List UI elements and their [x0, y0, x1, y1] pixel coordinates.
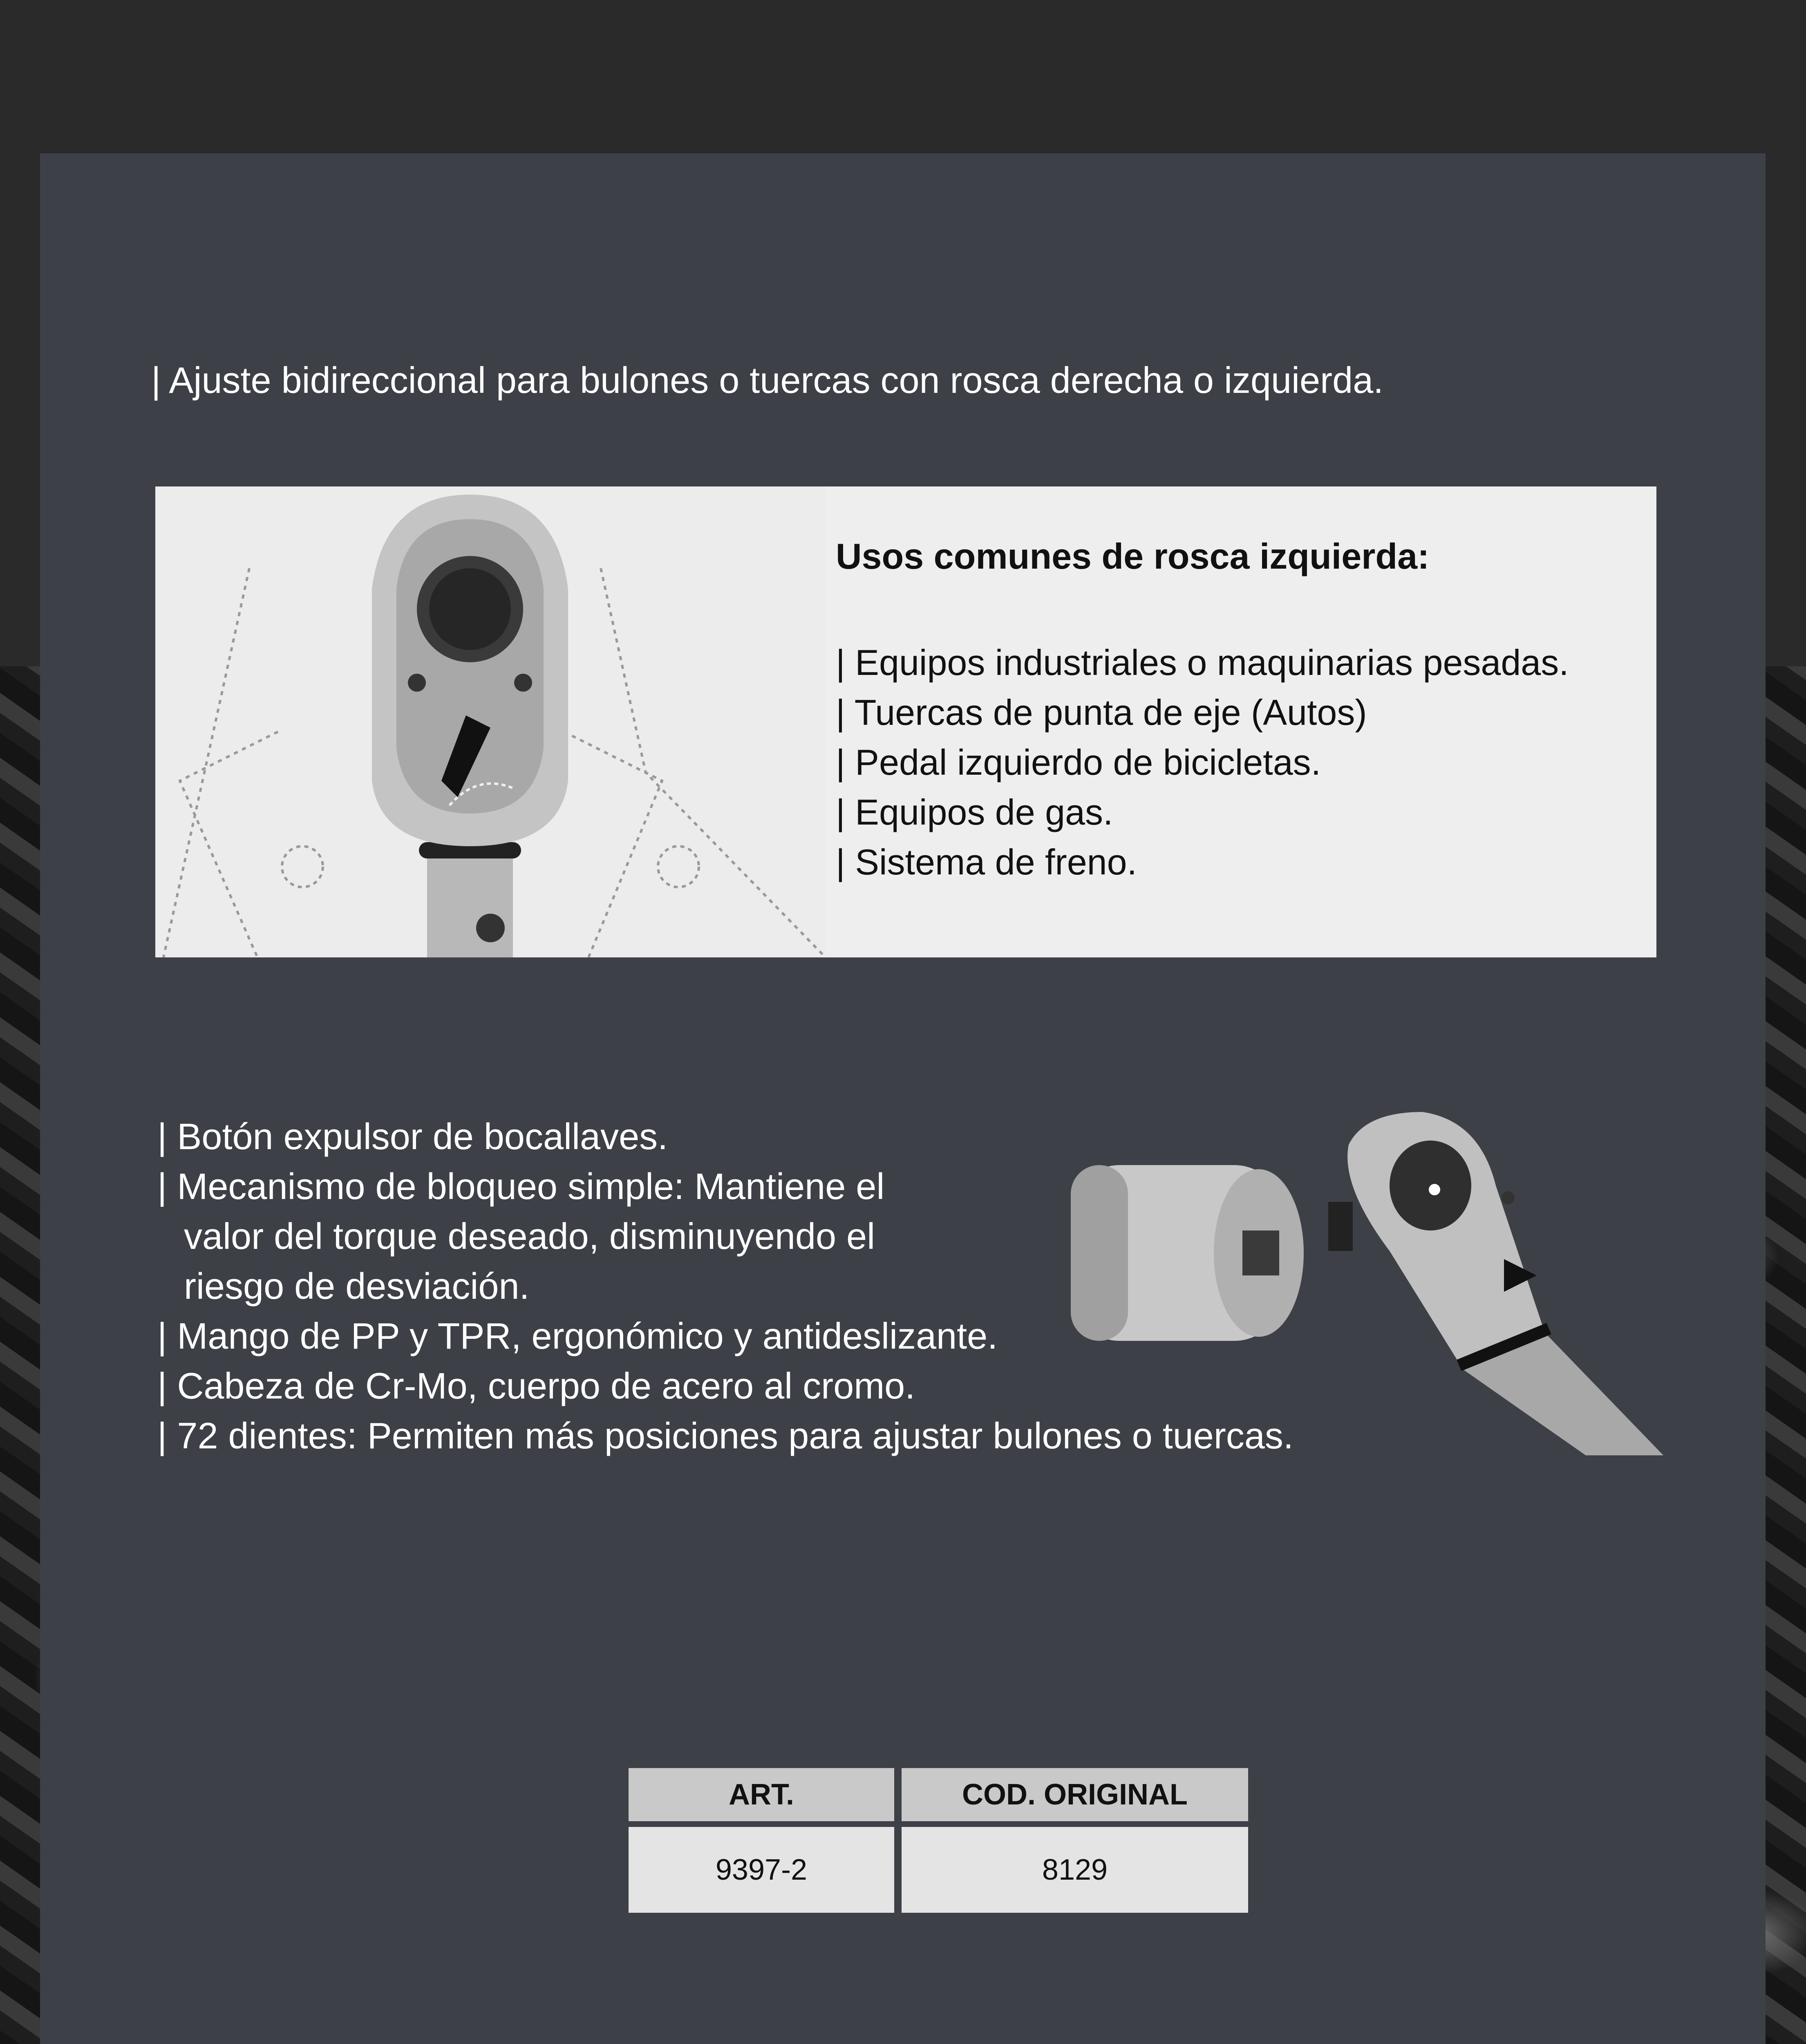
list-item: riesgo de desviación. [184, 1266, 530, 1307]
table-header-cod-original: COD. ORIGINAL [902, 1768, 1248, 1821]
list-item: | Cabeza de Cr-Mo, cuerpo de acero al cromo. [157, 1366, 915, 1407]
table-cell-cod-original: 8129 [902, 1821, 1248, 1913]
list-item: | Mango de PP y TPR, ergonómico y antideslizante. [157, 1316, 998, 1357]
ratchet-head-illustration [155, 486, 826, 957]
list-item: | Pedal izquierdo de bicicletas. [836, 742, 1321, 782]
table-cell-art: 9397-2 [629, 1821, 894, 1913]
intro-text: | Ajuste bidireccional para bulones o tuercas con rosca derecha o izquierda. [151, 360, 1384, 401]
uses-title: Usos comunes de rosca izquierda: [836, 536, 1430, 576]
table-row [629, 1821, 1248, 1913]
list-item: | Equipos de gas. [836, 792, 1113, 832]
socket-and-wrench-photo [1054, 1104, 1663, 1455]
spec-table [621, 1768, 1255, 1913]
list-item: | Equipos industriales o maquinarias pesadas. [836, 642, 1569, 683]
list-item: | 72 dientes: Permiten más posiciones para ajustar bulones o tuercas. [157, 1416, 1294, 1457]
uses-list [836, 638, 1569, 887]
list-item: | Tuercas de punta de eje (Autos) [836, 692, 1367, 733]
table-header-art: ART. [629, 1768, 894, 1821]
list-item: | Botón expulsor de bocallaves. [157, 1116, 668, 1157]
list-item: valor del torque deseado, disminuyendo el [184, 1216, 875, 1257]
list-item: | Mecanismo de bloqueo simple: Mantiene el [157, 1166, 885, 1207]
content-panel [40, 153, 1766, 2044]
uses-box [155, 486, 1656, 957]
list-item: | Sistema de freno. [836, 842, 1137, 882]
